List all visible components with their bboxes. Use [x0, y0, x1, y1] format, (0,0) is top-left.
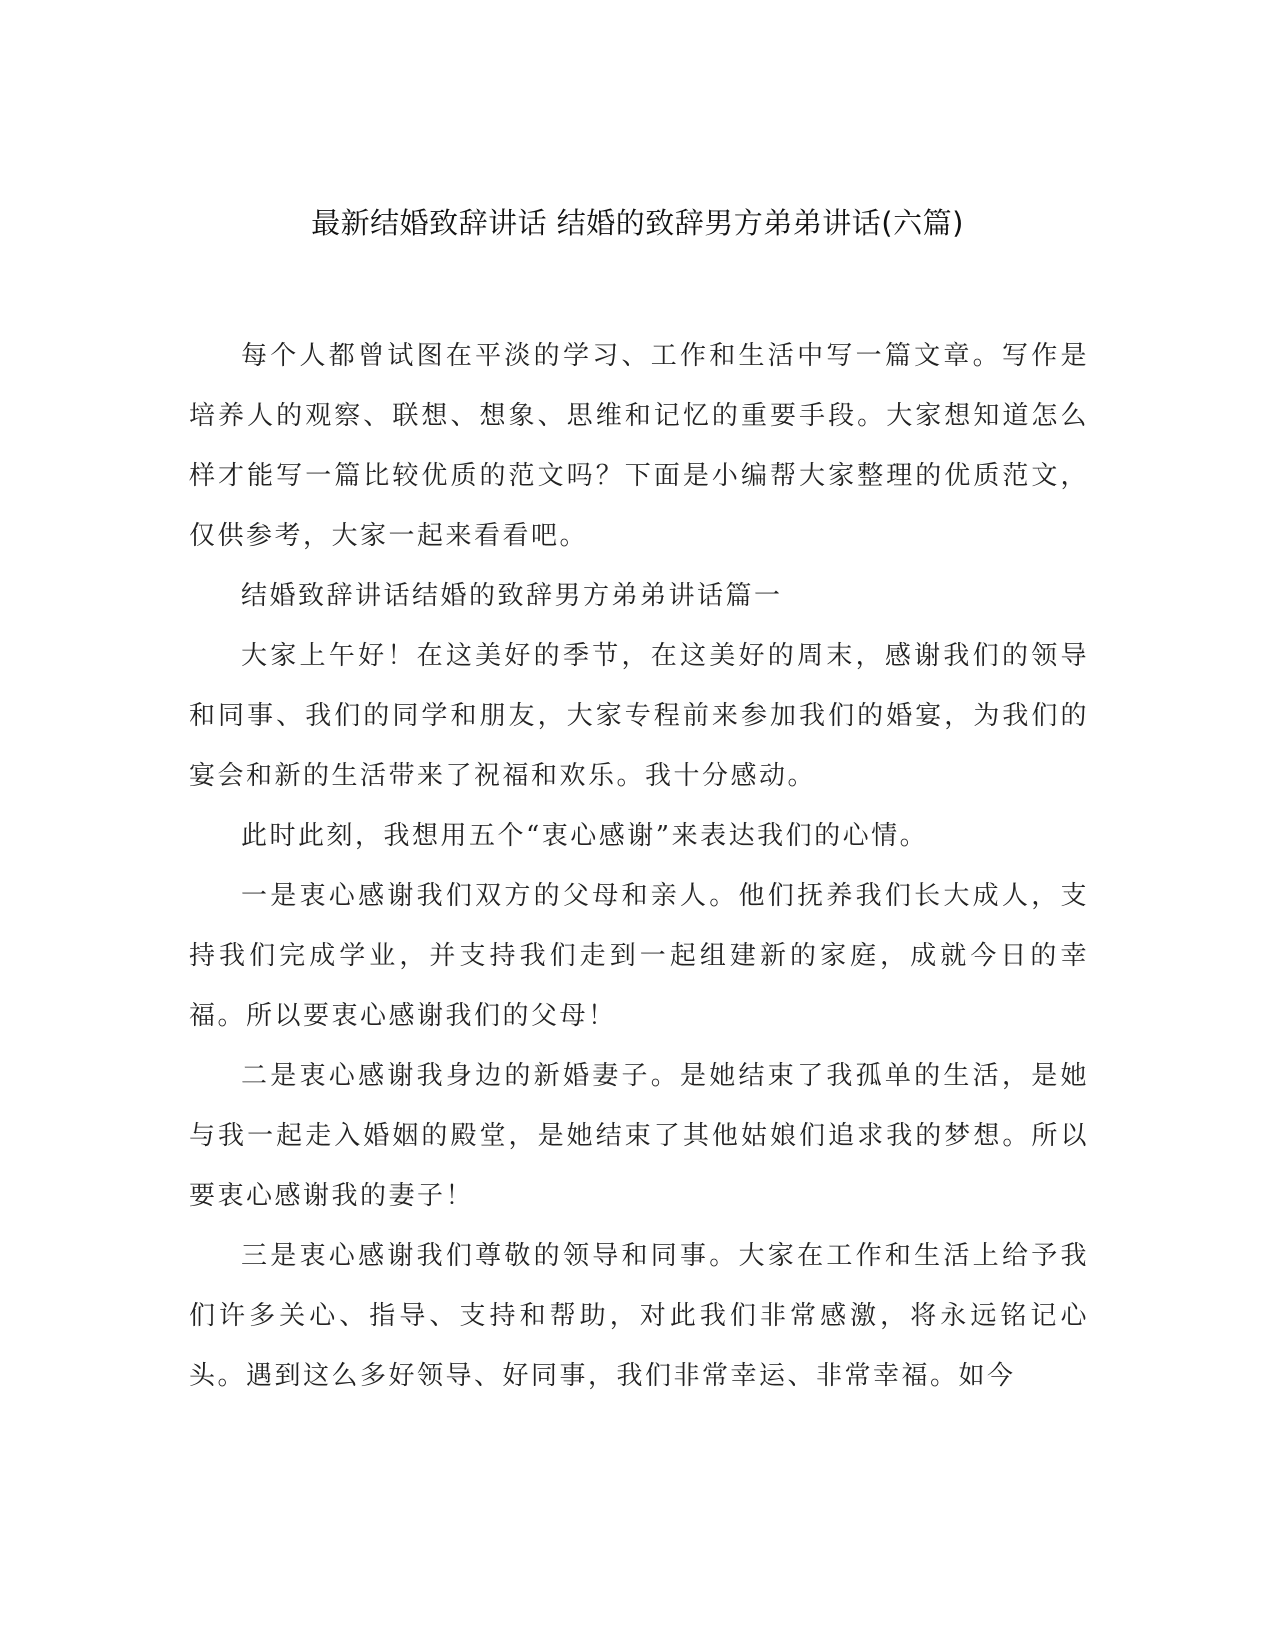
document-body: [189, 326, 1089, 1406]
paragraph-section-heading: 结婚致辞讲话结婚的致辞男方弟弟讲话篇一: [241, 581, 783, 611]
paragraph-greeting: 大家上午好！在这美好的季节，在这美好的周末，感谢我们的领导和同事、我们的同学和朋友，大家专程前来参加我们的婚宴，为我们的宴会和新的生活带来了祝福和欢乐。我十分感动。: [189, 641, 1089, 791]
paragraph-thanks-colleagues: 三是衷心感谢我们尊敬的领导和同事。大家在工作和生活上给予我们许多关心、指导、支持和帮助，对此我们非常感激，将永远铭记心头。遇到这么多好领导、好同事，我们非常幸运、非常幸福。如今: [189, 1241, 1089, 1391]
paragraph-intro: 每个人都曾试图在平淡的学习、工作和生活中写一篇文章。写作是培养人的观察、联想、想象、思维和记忆的重要手段。大家想知道怎么样才能写一篇比较优质的范文吗？下面是小编帮大家整理的优质范文，仅供参考，大家一起来看看吧。: [189, 341, 1089, 551]
paragraph-thanks-parents: 一是衷心感谢我们双方的父母和亲人。他们抚养我们长大成人，支持我们完成学业，并支持我们走到一起组建新的家庭，成就今日的幸福。所以要衷心感谢我们的父母！: [189, 881, 1089, 1031]
paragraph-five-thanks: 此时此刻，我想用五个“衷心感谢”来表达我们的心情。: [241, 821, 929, 851]
paragraph-thanks-wife: 二是衷心感谢我身边的新婚妻子。是她结束了我孤单的生活，是她与我一起走入婚姻的殿堂，是她结束了其他姑娘们追求我的梦想。所以要衷心感谢我的妻子！: [189, 1061, 1089, 1211]
document-title: 最新结婚致辞讲话 结婚的致辞男方弟弟讲话(六篇): [311, 206, 964, 240]
